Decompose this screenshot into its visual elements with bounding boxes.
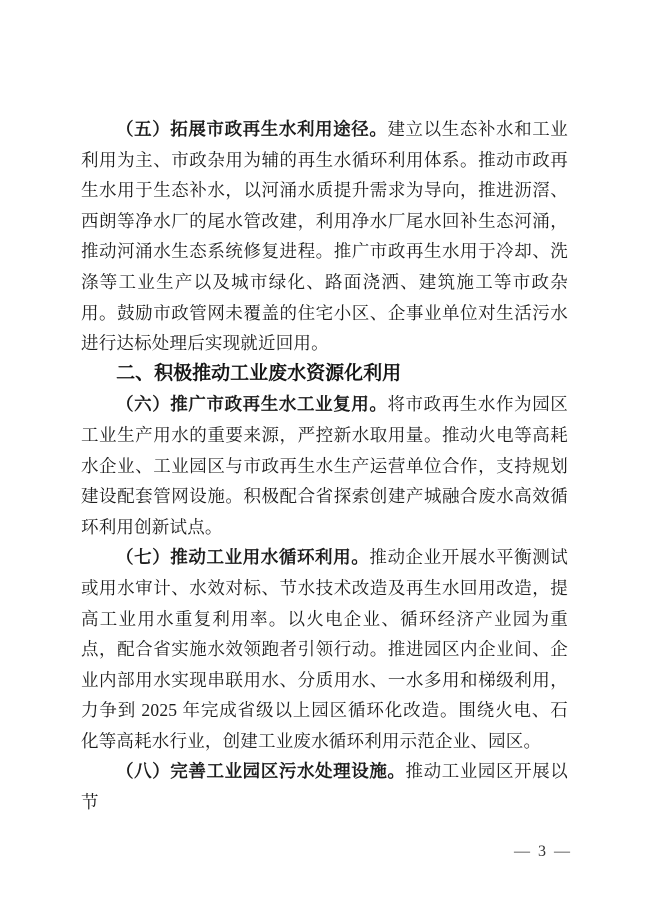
paragraph-item-7 [81, 542, 568, 756]
paragraph-7-lead: （七）推动工业用水循环利用。 [116, 547, 370, 568]
paragraph-item-6 [81, 389, 568, 542]
section-heading: 二、积极推动工业废水资源化利用 [116, 362, 402, 384]
paragraph-8-body: 推动工业园区开展以节 [81, 761, 568, 813]
paragraph-5-body: 建立以生态补水和工业利用为主、市政杂用为辅的再生水循环利用体系。推动市政再生水用于生态补水，以河涌水质提升需求为导向，推进沥滘、西朗等净水厂的尾水管改建，利用净水厂尾水回补生态河涌，推动河涌水生态系统修复进程。推广市政再生水用于冷却、洗涤等工业生产以及城市绿化、路面浇洒、建筑施工等市政杂用。鼓励市政管网未覆盖的住宅小区、企事业单位对生活污水进行达标处理后实现就近回用。 [81, 119, 568, 354]
page-number: — 3 — [514, 843, 572, 860]
paragraph-7-body: 推动企业开展水平衡测试或用水审计、水效对标、节水技术改造及再生水回用改造，提高工业用水重复利用率。以火电企业、循环经济产业园为重点，配合省实施水效领跑者引领行动。推进园区内企业间、企业内部用水实现串联用水、分质用水、一水多用和梯级利用，力争到 2025 年完成省级以上园区循环化改造。围绕火电、石化等高耗水行业，创建工业废水循环利用示范企业、园区。 [81, 547, 568, 751]
paragraph-5-lead: （五）拓展市政再生水利用途径。 [116, 119, 388, 139]
paragraph-8-lead: （八）完善工业园区污水处理设施。 [116, 761, 406, 782]
document-body [81, 114, 568, 818]
paragraph-6-lead: （六）推广市政再生水工业复用。 [116, 394, 388, 415]
paragraph-item-5 [81, 114, 568, 359]
paragraph-item-8 [81, 756, 568, 817]
paragraph-6-body: 将市政再生水作为园区工业生产用水的重要来源，严控新水取用量。推动火电等高耗水企业、工业园区与市政再生水生产运营单位合作，支持规划建设配套管网设施。积极配合省探索创建产城融合废水高效循环利用创新试点。 [81, 394, 568, 537]
